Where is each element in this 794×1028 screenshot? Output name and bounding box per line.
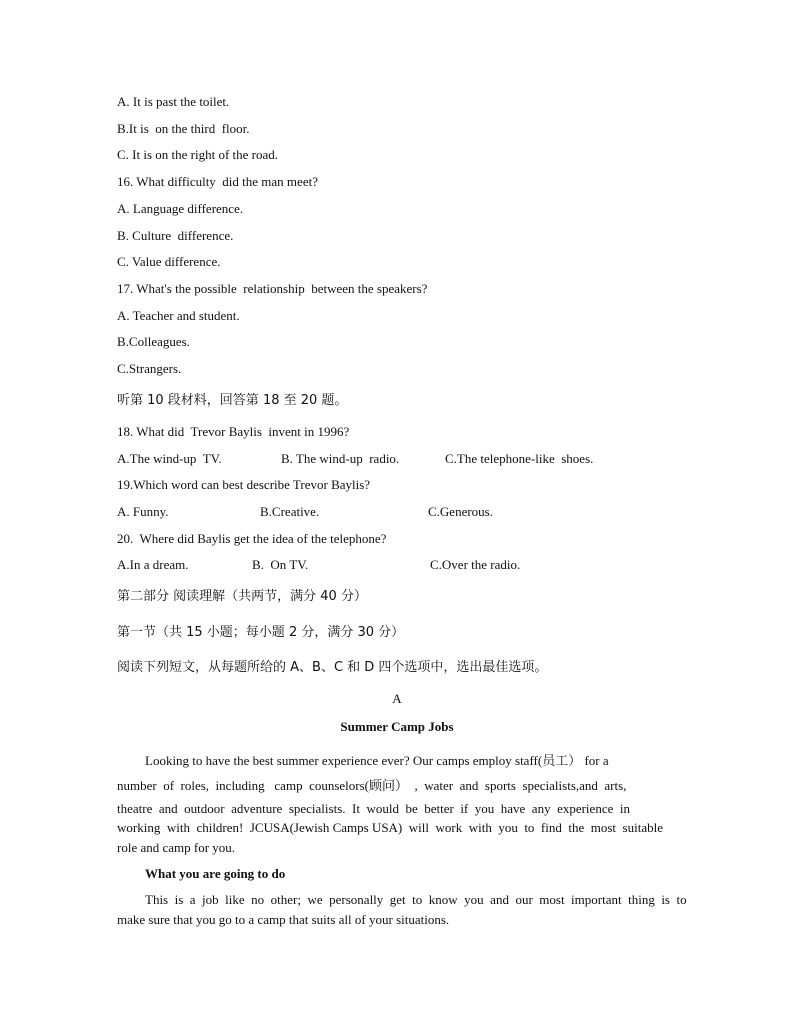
passage-letter: A	[392, 691, 402, 706]
q15-option-c: C. It is on the right of the road.	[117, 147, 279, 162]
q16-option-a: A. Language difference.	[117, 201, 244, 216]
q19-option-c: C.Generous.	[428, 504, 493, 519]
q18-option-b: B. The wind-up radio.	[281, 451, 400, 466]
paragraph-line: working with children! JCUSA(Jewish Camps USA) will work with you to find the most suitable	[117, 820, 663, 835]
q17-option-c: C.Strangers.	[117, 361, 182, 376]
q16-option-c: C. Value difference.	[117, 254, 221, 269]
q17-option-b: B.Colleagues.	[117, 334, 190, 349]
paragraph-line: This is a job like no other; we personally get to know you and our most important thing is to	[145, 892, 687, 907]
section1-title: 第一节（共 15 小题；每小题 2 分，满分 30 分）	[117, 625, 405, 640]
q16-question: 16. What difficulty did the man meet?	[117, 174, 318, 189]
q16-option-b: B. Culture difference.	[117, 228, 234, 243]
q19-option-b: B.Creative.	[260, 504, 320, 519]
q18-option-a: A.The wind-up TV.	[117, 451, 222, 466]
q15-option-a: A. It is past the toilet.	[117, 94, 230, 109]
q19-question: 19.Which word can best describe Trevor Baylis?	[117, 477, 371, 492]
q20-option-b: B. On TV.	[252, 557, 309, 572]
paragraph-line: make sure that you go to a camp that suits all of your situations.	[117, 912, 450, 927]
paragraph-line: theatre and outdoor adventure specialists. It would be better if you have any experience in	[117, 801, 630, 816]
q20-question: 20. Where did Baylis get the idea of the telephone?	[117, 531, 387, 546]
q17-option-a: A. Teacher and student.	[117, 308, 240, 323]
part2-title: 第二部分 阅读理解（共两节，满分 40 分）	[117, 589, 367, 604]
q17-question: 17. What's the possible relationship between the speakers?	[117, 281, 428, 296]
paragraph-line: Looking to have the best summer experience ever? Our camps employ staff(员工） for a	[145, 753, 609, 768]
reading-instruction: 阅读下列短文，从每题所给的 A、B、C 和 D 四个选项中，选出最佳选项。	[117, 660, 548, 675]
passage-title: Summer Camp Jobs	[340, 719, 454, 734]
q15-option-b: B.It is on the third floor.	[117, 121, 250, 136]
q18-question: 18. What did Trevor Baylis invent in 1996?	[117, 424, 350, 439]
section10-instruction: 听第 10 段材料，回答第 18 至 20 题。	[117, 393, 348, 408]
q20-option-c: C.Over the radio.	[430, 557, 521, 572]
q20-option-a: A.In a dream.	[117, 557, 189, 572]
paragraph-line: number of roles, including camp counselors(顾问） , water and sports specialists,and arts,	[117, 778, 627, 793]
passage-subheading: What you are going to do	[145, 866, 286, 881]
paragraph-line: role and camp for you.	[117, 840, 236, 855]
q18-option-c: C.The telephone-like shoes.	[445, 451, 594, 466]
q19-option-a: A. Funny.	[117, 504, 169, 519]
